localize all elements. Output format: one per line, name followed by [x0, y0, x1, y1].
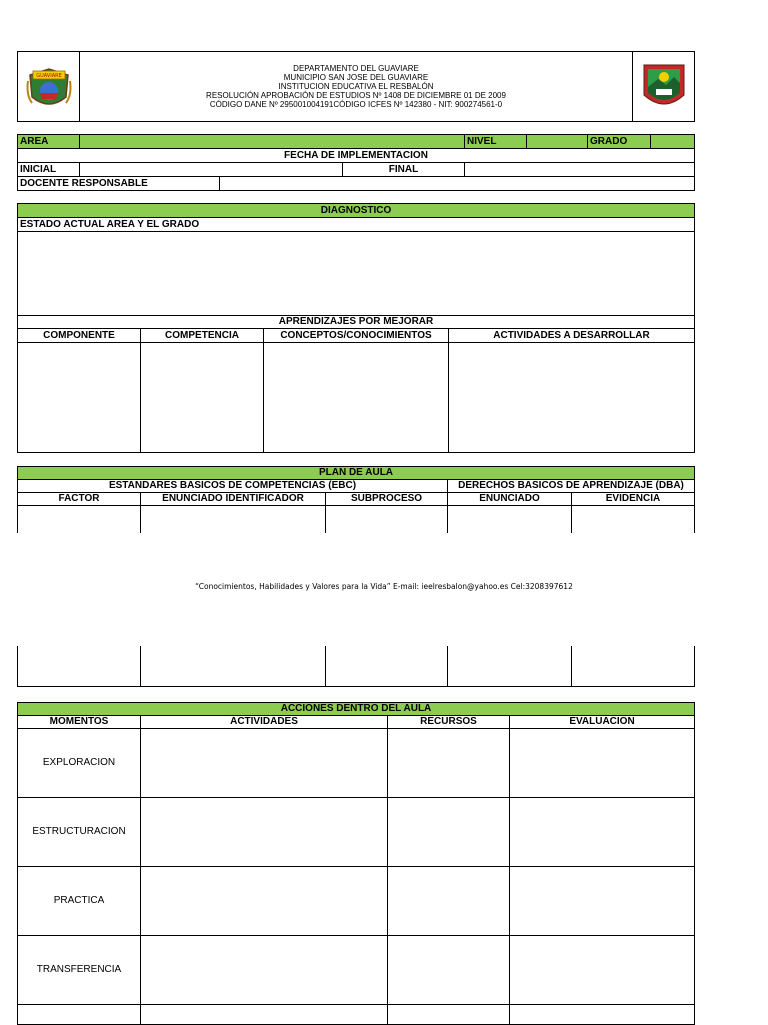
- logo-banner-text: GUAVIARE: [35, 72, 62, 79]
- dept-line: DEPARTAMENTO DEL GUAVIARE: [293, 64, 419, 73]
- recursos-cell[interactable]: [388, 798, 510, 867]
- subproceso-cell-cont[interactable]: [326, 646, 448, 686]
- col-evaluacion: EVALUACION: [510, 716, 695, 729]
- final-label: FINAL: [343, 163, 465, 177]
- diagnostico-table: [17, 203, 695, 453]
- estado-area[interactable]: [18, 232, 695, 316]
- docente-value[interactable]: [220, 177, 695, 191]
- enunciado-identificador-cell[interactable]: [141, 506, 326, 533]
- aprendizajes-heading: APRENDIZAJES POR MEJORAR: [18, 316, 695, 329]
- momento-practica: PRACTICA: [18, 867, 141, 936]
- resolution-line: RESOLUCIÓN APROBACIÓN DE ESTUDIOS Nº 1408 DE DICIEMBRE 01 DE 2009: [206, 91, 506, 100]
- evaluacion-cell[interactable]: [510, 729, 695, 798]
- col-subproceso: SUBPROCESO: [326, 493, 448, 506]
- momento-estructuracion: ESTRUCTURACION: [18, 798, 141, 867]
- actividades-cell[interactable]: [449, 343, 695, 453]
- plan-title: PLAN DE AULA: [18, 467, 695, 480]
- grado-value[interactable]: [651, 135, 695, 149]
- info-table: [17, 134, 695, 191]
- nivel-label: NIVEL: [465, 135, 527, 149]
- col-enunciado-identificador: ENUNCIADO IDENTIFICADOR: [141, 493, 326, 506]
- recursos-cell[interactable]: [388, 936, 510, 1005]
- inicial-label: INICIAL: [18, 163, 80, 177]
- factor-cell-cont[interactable]: [18, 646, 141, 686]
- evaluacion-cell[interactable]: [510, 936, 695, 1005]
- factor-cell[interactable]: [18, 506, 141, 533]
- school-seal-icon: [640, 59, 688, 115]
- evidencia-cell[interactable]: [572, 506, 695, 533]
- recursos-cell[interactable]: [388, 867, 510, 936]
- ebc-heading: ESTANDARES BASICOS DE COMPETENCIAS (EBC): [18, 480, 448, 493]
- col-recursos: RECURSOS: [388, 716, 510, 729]
- col-actividades: ACTIVIDADES A DESARROLLAR: [449, 329, 695, 343]
- actividades-cell[interactable]: [141, 936, 388, 1005]
- evidencia-cell-cont[interactable]: [572, 646, 695, 686]
- enunciado-cell-cont[interactable]: [448, 646, 572, 686]
- institution-line: INSTITUCION EDUCATIVA EL RESBALÓN: [278, 82, 434, 91]
- enunciado-cell[interactable]: [448, 506, 572, 533]
- col-conceptos: CONCEPTOS/CONOCIMIENTOS: [264, 329, 449, 343]
- col-componente: COMPONENTE: [18, 329, 141, 343]
- grado-label: GRADO: [588, 135, 651, 149]
- evaluacion-cell[interactable]: [510, 867, 695, 936]
- col-actividades-aula: ACTIVIDADES: [141, 716, 388, 729]
- diagnostico-title: DIAGNOSTICO: [18, 204, 695, 218]
- momento-extra-cell[interactable]: [18, 1005, 141, 1025]
- subproceso-cell[interactable]: [326, 506, 448, 533]
- dba-heading: DERECHOS BASICOS DE APRENDIZAJE (DBA): [448, 480, 695, 493]
- left-logo-cell: [18, 52, 80, 122]
- recursos-cell[interactable]: [388, 729, 510, 798]
- municipality-line: MUNICIPIO SAN JOSE DEL GUAVIARE: [283, 73, 429, 82]
- evaluacion-cell[interactable]: [510, 1005, 695, 1025]
- right-logo-cell: [633, 52, 695, 122]
- enunciado-identificador-cell-cont[interactable]: [141, 646, 326, 686]
- institution-info: [80, 52, 633, 122]
- componente-cell[interactable]: [18, 343, 141, 453]
- actividades-cell[interactable]: [141, 798, 388, 867]
- guaviare-coat-of-arms-icon: [26, 61, 72, 113]
- actividades-cell[interactable]: [141, 1005, 388, 1025]
- final-value[interactable]: [465, 163, 695, 177]
- col-momentos: MOMENTOS: [18, 716, 141, 729]
- momento-transferencia: TRANSFERENCIA: [18, 936, 141, 1005]
- evaluacion-cell[interactable]: [510, 798, 695, 867]
- estado-label: ESTADO ACTUAL AREA Y EL GRADO: [18, 218, 695, 232]
- col-enunciado: ENUNCIADO: [448, 493, 572, 506]
- col-evidencia: EVIDENCIA: [572, 493, 695, 506]
- docente-label: DOCENTE RESPONSABLE: [18, 177, 220, 191]
- acciones-table: [17, 702, 695, 1025]
- momento-exploracion: EXPLORACION: [18, 729, 141, 798]
- actividades-cell[interactable]: [141, 867, 388, 936]
- plan-table-continued: [17, 646, 695, 687]
- codes-line: CÓDIGO DANE Nº 295001004191CÓDIGO ICFES Nº 142380 - NIT: 900274561-0: [209, 100, 503, 109]
- col-competencia: COMPETENCIA: [141, 329, 264, 343]
- document-header: [17, 51, 695, 122]
- page-footer: “Conocimientos, Habilidades y Valores para la Vida” E-mail: ieelresbalon@yahoo.es Cel:3208397612: [195, 582, 573, 591]
- col-factor: FACTOR: [18, 493, 141, 506]
- acciones-title: ACCIONES DENTRO DEL AULA: [18, 703, 695, 716]
- actividades-cell[interactable]: [141, 729, 388, 798]
- plan-table: [17, 466, 695, 533]
- fecha-heading: FECHA DE IMPLEMENTACION: [18, 149, 695, 163]
- area-label: AREA: [18, 135, 80, 149]
- area-value[interactable]: [80, 135, 465, 149]
- recursos-cell[interactable]: [388, 1005, 510, 1025]
- nivel-value[interactable]: [527, 135, 588, 149]
- inicial-value[interactable]: [80, 163, 343, 177]
- competencia-cell[interactable]: [141, 343, 264, 453]
- conceptos-cell[interactable]: [264, 343, 449, 453]
